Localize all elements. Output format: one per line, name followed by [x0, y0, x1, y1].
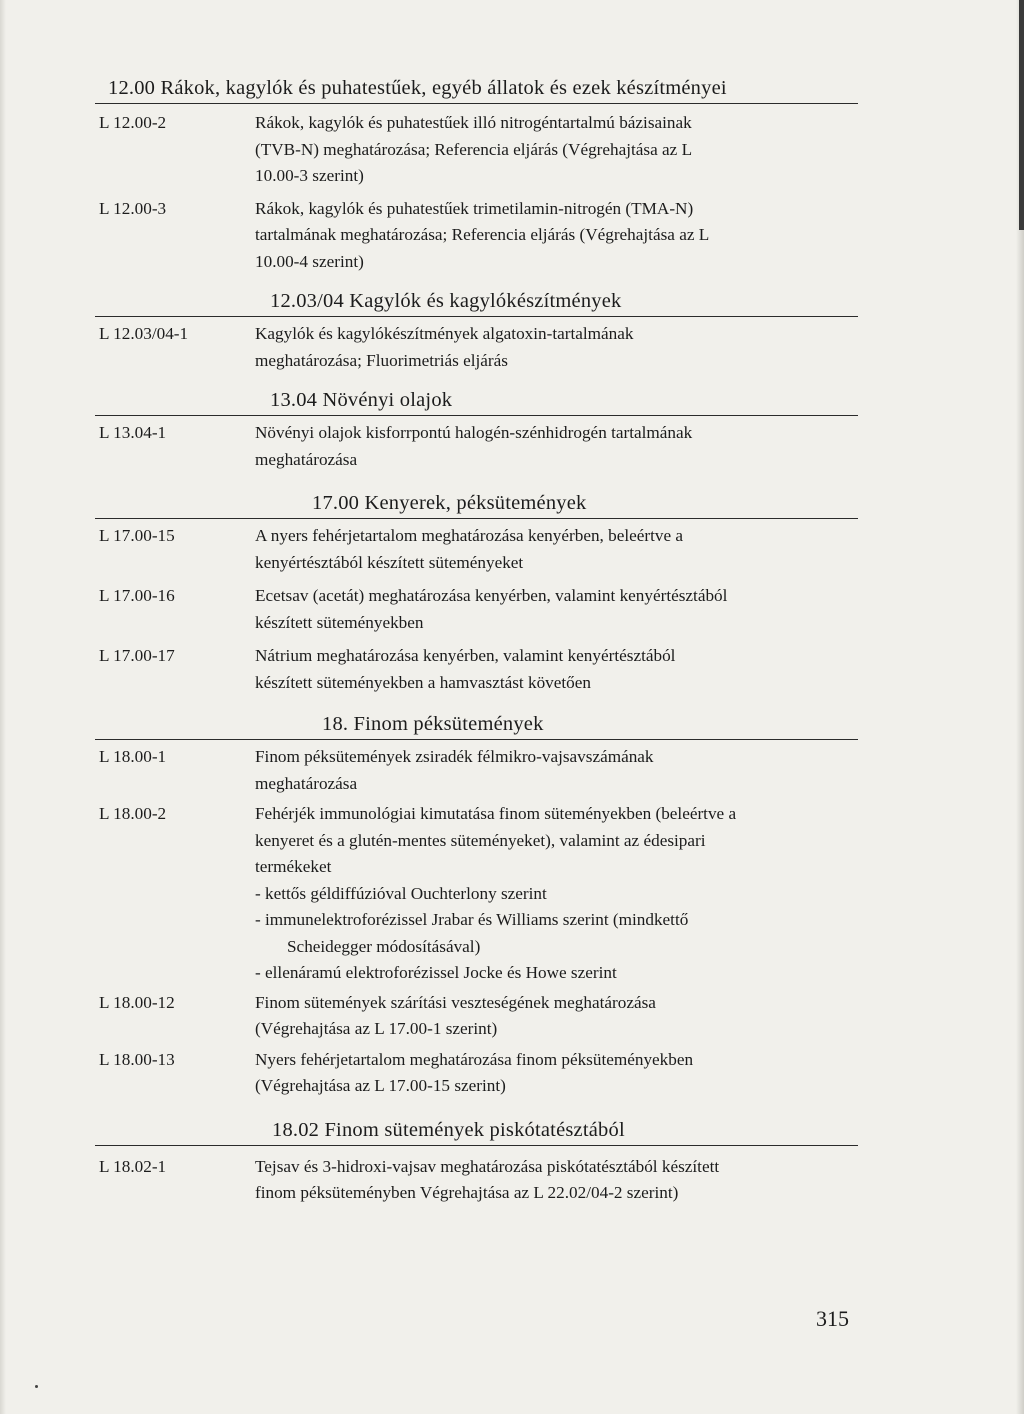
standard-code: L 12.03/04-1 [99, 324, 189, 343]
description-line: Kagylók és kagylókészítmények algatoxin-tartalmának [255, 324, 634, 343]
standard-entry [95, 420, 858, 473]
standard-description [255, 744, 858, 797]
standard-description [255, 110, 858, 190]
standard-code: L 17.00-17 [99, 646, 175, 665]
description-line: Scheidegger módosításával) [287, 936, 481, 956]
description-line: készített süteményekben [255, 612, 424, 632]
description-line: 10.00-3 szerint) [255, 166, 364, 185]
section-title: 18. Finom péksütemények [322, 713, 544, 735]
description-line: kenyeret és a glutén-mentes süteményeket), valamint az édesipari [255, 830, 706, 850]
standard-code: L 18.02-1 [99, 1156, 167, 1176]
standard-entry [95, 990, 858, 1043]
description-line: Finom péksütemények zsiradék félmikro-vajsavszámának [255, 747, 654, 766]
description-line: meghatározása [255, 449, 358, 469]
section-heading [95, 712, 858, 740]
description-line: meghatározása; Fluorimetriás eljárás [255, 350, 508, 370]
description-line: Rákok, kagylók és puhatestűek trimetilamin-nitrogén (TMA-N) [255, 198, 694, 218]
standard-description [255, 1154, 858, 1207]
standard-entry [95, 744, 858, 797]
description-line: - kettős géldiffúzióval Ouchterlony szerint [255, 883, 547, 903]
standard-entry [95, 583, 858, 636]
page-edge-left [0, 0, 6, 1414]
standard-description [255, 420, 858, 473]
section-rule [95, 103, 858, 104]
standard-description [255, 1047, 858, 1100]
standard-description [255, 523, 858, 576]
standard-code: L 18.00-12 [99, 992, 175, 1012]
description-line: Fehérjék immunológiai kimutatása finom süteményekben (beleértve a [255, 804, 737, 823]
description-line: Tejsav és 3-hidroxi-vajsav meghatározása piskótatésztából készített [255, 1156, 720, 1176]
description-line: Rákok, kagylók és puhatestűek illó nitrogéntartalmú bázisainak [255, 113, 692, 132]
standard-description [255, 643, 858, 696]
description-line: Nyers fehérjetartalom meghatározása finom péksüteményekben [255, 1049, 694, 1069]
standard-entry [95, 643, 858, 696]
description-line: - immunelektroforézissel Jrabar és Williams szerint (mindkettő [255, 910, 689, 929]
description-line: (TVB-N) meghatározása; Referencia eljárás (Végrehajtása az L [255, 139, 693, 159]
description-line: Finom sütemények szárítási veszteségének meghatározása [255, 992, 656, 1012]
description-line: (Végrehajtása az L 17.00-15 szerint) [255, 1076, 506, 1095]
section-heading [95, 491, 858, 519]
standard-code: L 13.04-1 [99, 423, 167, 442]
standard-code: L 18.00-13 [99, 1049, 175, 1069]
description-line: tartalmának meghatározása; Referencia eljárás (Végrehajtása az L [255, 225, 710, 244]
description-line: (Végrehajtása az L 17.00-1 szerint) [255, 1019, 498, 1038]
section-rule [95, 1145, 858, 1146]
section-title: 17.00 Kenyerek, péksütemények [312, 492, 587, 514]
standard-description [255, 801, 858, 987]
section-heading [95, 1118, 858, 1146]
standard-code: L 12.00-2 [99, 113, 167, 132]
standard-description [255, 583, 858, 636]
standard-entry [95, 196, 858, 276]
section-title: 12.03/04 Kagylók és kagylókészítmények [270, 290, 622, 312]
standard-entry [95, 523, 858, 576]
section-title: 12.00 Rákok, kagylók és puhatestűek, egyéb állatok és ezek készítményei [108, 77, 727, 99]
section-rule [95, 739, 858, 740]
description-line: meghatározása [255, 773, 358, 793]
section-rule [95, 316, 858, 317]
standard-code: L 18.00-1 [99, 747, 167, 766]
standard-entry [95, 1154, 858, 1207]
description-line: 10.00-4 szerint) [255, 251, 364, 271]
description-line: A nyers fehérjetartalom meghatározása kenyérben, beleértve a [255, 526, 684, 545]
description-line: finom péksüteményben Végrehajtása az L 22.02/04-2 szerint) [255, 1183, 679, 1202]
section-heading [95, 289, 858, 317]
section-rule [95, 415, 858, 416]
standard-entry [95, 801, 858, 987]
page-number: 315 [816, 1306, 849, 1331]
description-line: készített süteményekben a hamvasztást követően [255, 672, 591, 692]
standard-code: L 12.00-3 [99, 198, 167, 218]
section-title: 13.04 Növényi olajok [270, 389, 453, 411]
standard-entry [95, 110, 858, 190]
description-line: Növényi olajok kisforrpontú halogén-szénhidrogén tartalmának [255, 423, 693, 442]
document-content [95, 70, 858, 1207]
description-line: - ellenáramú elektroforézissel Jocke és Howe szerint [255, 963, 617, 982]
standard-entry [95, 321, 858, 374]
section-rule [95, 518, 858, 519]
description-line: Nátrium meghatározása kenyérben, valamint kenyértésztából [255, 646, 676, 665]
standard-code: L 18.00-2 [99, 804, 167, 823]
standard-code: L 17.00-16 [99, 586, 175, 605]
description-line: termékeket [255, 857, 332, 876]
description-line: Ecetsav (acetát) meghatározása kenyérben, valamint kenyértésztából [255, 586, 728, 605]
section-heading [95, 388, 858, 416]
description-line: kenyértésztából készített süteményeket [255, 552, 524, 572]
standard-code: L 17.00-15 [99, 526, 175, 545]
section-title: 18.02 Finom sütemények piskótatésztából [272, 1118, 625, 1141]
standard-description [255, 321, 858, 374]
standard-description [255, 990, 858, 1043]
standard-entry [95, 1047, 858, 1100]
section-heading [95, 76, 858, 104]
page-edge-mark [1019, 0, 1024, 230]
margin-speck [35, 1385, 38, 1388]
standard-description [255, 196, 858, 276]
